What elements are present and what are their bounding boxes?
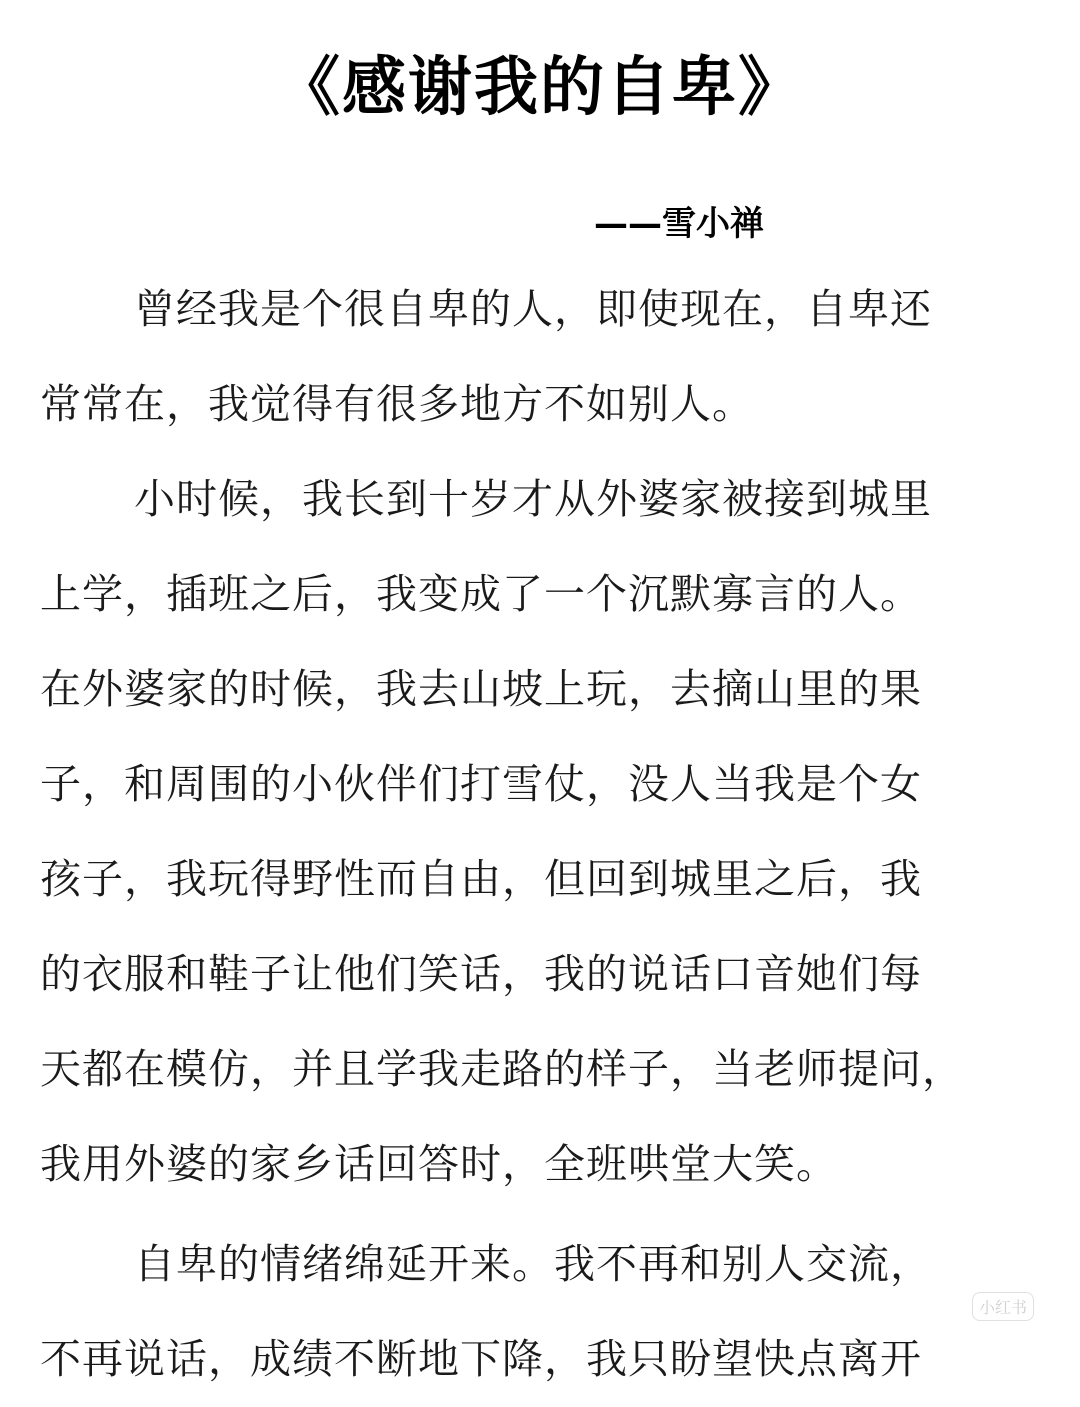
author-byline: ——雪小禅: [594, 204, 764, 244]
paragraph-2: [40, 452, 1044, 1212]
paragraph-line: 孩子，我玩得野性而自由，但回到城里之后，我: [40, 855, 922, 903]
paragraph-line: 小时候，我长到十岁才从外婆家被接到城里: [134, 475, 932, 523]
paragraph-line: 不再说话，成绩不断地下降，我只盼望快点离开: [40, 1335, 922, 1383]
paragraph-line: 上学，插班之后，我变成了一个沉默寡言的人。: [40, 570, 922, 618]
paragraph-3: [40, 1217, 1044, 1407]
paragraph-line: 我用外婆的家乡话回答时，全班哄堂大笑。: [40, 1140, 838, 1188]
paragraph-line: 的衣服和鞋子让他们笑话，我的说话口音她们每: [40, 950, 922, 998]
paragraph-line: 常常在，我觉得有很多地方不如别人。: [40, 380, 754, 428]
paragraph-line: 曾经我是个很自卑的人，即使现在，自卑还: [134, 285, 932, 333]
watermark-logo: 小红书: [972, 1292, 1034, 1321]
paragraph-line: 子，和周围的小伙伴们打雪仗，没人当我是个女: [40, 760, 922, 808]
paragraph-line: 在外婆家的时候，我去山坡上玩，去摘山里的果: [40, 665, 922, 713]
paragraph-1: [40, 262, 1044, 452]
paragraph-line: 自卑的情绪绵延开来。我不再和别人交流，: [134, 1240, 932, 1288]
paragraph-line: 天都在模仿，并且学我走路的样子，当老师提问，: [40, 1045, 964, 1093]
document-title: 《感谢我的自卑》: [276, 51, 804, 125]
